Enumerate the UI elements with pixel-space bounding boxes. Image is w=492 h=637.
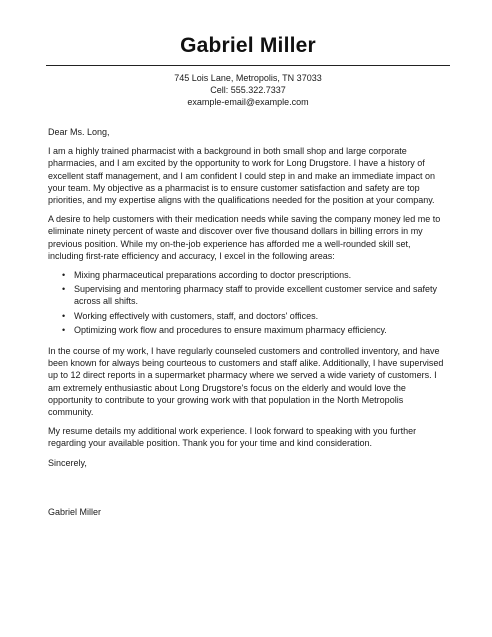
list-item <box>62 324 448 336</box>
bullet-icon: • <box>62 324 66 335</box>
list-item <box>62 283 448 307</box>
paragraph-achievements: A desire to help customers with their medication needs while saving the company money led me to eliminate ninety percent of waste and discover over five thousand dollars in billing errors in my previous position. While my on-the-job experience has afforded me a well-rounded skill set, including first-rate efficiency and accuracy, I excel in the following areas: <box>48 214 441 261</box>
paragraph-intro: I am a highly trained pharmacist with a background in both small shop and large corporate pharmacies, and I am excited by the opportunity to work for Long Drugstore. I have a history of excellent staff management, and I am confident I could step in and make an immediate impact on your team. My objective as a pharmacist is to ensure customer satisfaction and safety are top priorities, and my expertise aligns with the qualifications needed for the position at your company. <box>48 146 436 206</box>
letter-header <box>48 0 448 108</box>
closing: Sincerely, <box>48 457 87 468</box>
address-line: 745 Lois Lane, Metropolis, TN 37033 <box>174 73 322 83</box>
header-divider <box>46 65 450 66</box>
contact-info <box>48 72 448 108</box>
salutation: Dear Ms. Long, <box>48 127 110 137</box>
bullet-icon: • <box>62 284 66 295</box>
bullet-icon: • <box>62 310 66 321</box>
list-item-text: Working effectively with customers, staff, and doctors' offices. <box>74 310 319 321</box>
cell-line: Cell: 555.322.7337 <box>210 85 286 95</box>
paragraph-experience: In the course of my work, I have regularly counseled customers and controlled inventory, and have been known for always being courteous to customers and staff alike. Additionally, I have supervised up to 12 direct reports in a supermarket pharmacy where we served a wide variety of customers. I am extremely enthusiastic about Long Drugstore's focus on the elderly and would love the opportunity to contribute to your growing work with that population in the North Metropolis community. <box>48 346 444 418</box>
list-item-text: Mixing pharmaceutical preparations according to doctor prescriptions. <box>74 270 352 281</box>
applicant-name: Gabriel Miller <box>180 34 316 57</box>
signature-name: Gabriel Miller <box>48 506 102 517</box>
bullet-icon: • <box>62 270 66 281</box>
email-line: example-email@example.com <box>187 97 309 107</box>
list-item <box>62 269 448 281</box>
paragraph-conclusion: My resume details my additional work experience. I look forward to speaking with you further regarding your available position. Thank you for your time and kind consideration. <box>48 426 417 449</box>
list-item <box>62 310 448 322</box>
list-item-text: Supervising and mentoring pharmacy staff to provide excellent customer service and safety across all shifts. <box>74 284 438 307</box>
list-item-text: Optimizing work flow and procedures to ensure maximum pharmacy efficiency. <box>74 324 387 335</box>
letter-body <box>48 126 448 518</box>
skills-list <box>48 269 448 336</box>
